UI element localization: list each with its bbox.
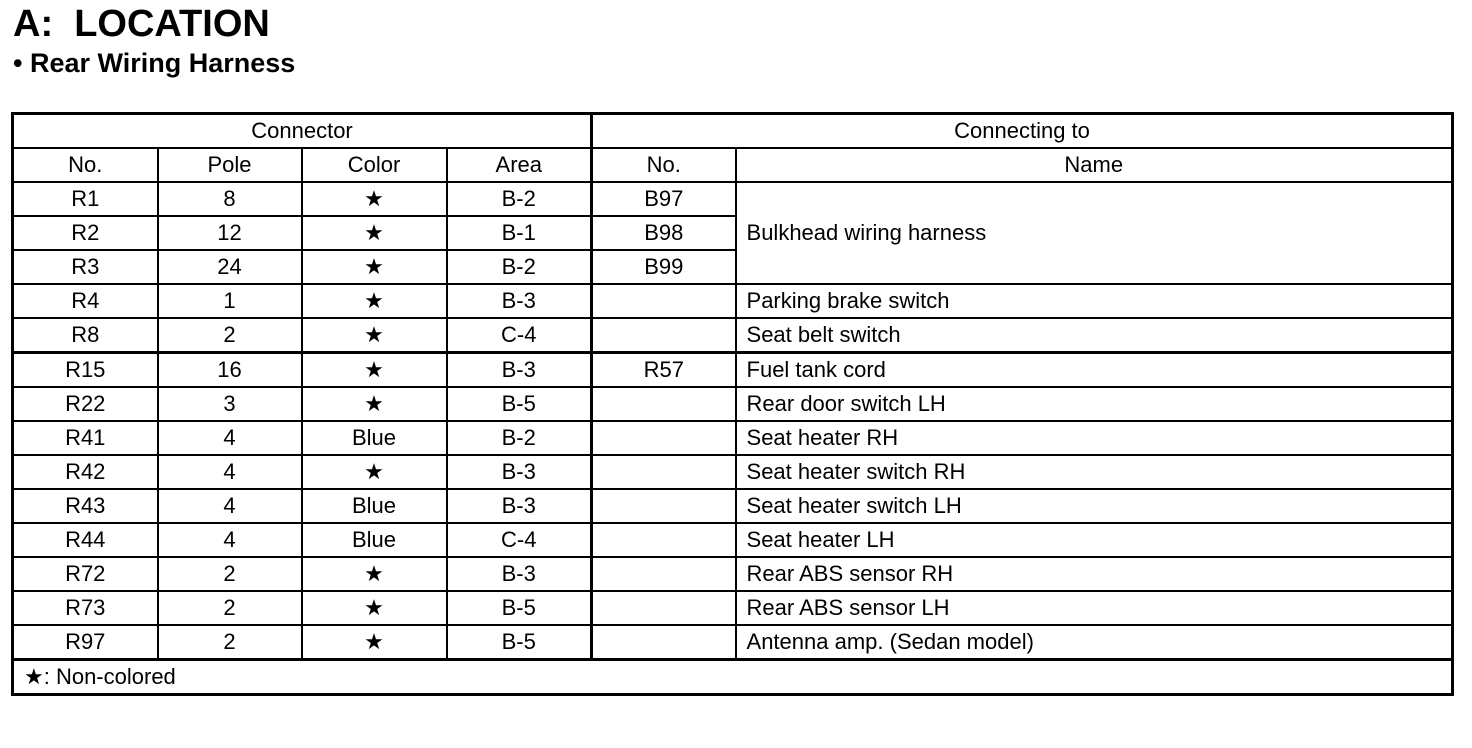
cell-connector-no: R2 [13, 216, 158, 250]
cell-name: Rear ABS sensor LH [736, 591, 1453, 625]
cell-color: ★ [302, 591, 447, 625]
table-row [13, 182, 1453, 216]
cell-area: B-2 [447, 250, 592, 284]
cell-area: B-3 [447, 284, 592, 318]
cell-name: Seat heater switch RH [736, 455, 1453, 489]
table-row [13, 455, 1453, 489]
cell-area: B-3 [447, 557, 592, 591]
cell-pole: 2 [158, 625, 302, 660]
cell-area: B-2 [447, 182, 592, 216]
column-header-pole: Pole [158, 148, 302, 182]
cell-color: Blue [302, 523, 447, 557]
cell-pole: 4 [158, 455, 302, 489]
column-header-area: Area [447, 148, 592, 182]
cell-name: Fuel tank cord [736, 353, 1453, 388]
column-header-no: No. [13, 148, 158, 182]
cell-connecting-no [592, 489, 736, 523]
table-row [13, 284, 1453, 318]
cell-name: Antenna amp. (Sedan model) [736, 625, 1453, 660]
cell-name-merged: Bulkhead wiring harness [736, 182, 1453, 284]
cell-name: Parking brake switch [736, 284, 1453, 318]
group-header-row [13, 114, 1453, 149]
cell-name: Seat heater switch LH [736, 489, 1453, 523]
cell-connector-no: R22 [13, 387, 158, 421]
cell-connector-no: R4 [13, 284, 158, 318]
cell-connector-no: R97 [13, 625, 158, 660]
cell-name: Rear door switch LH [736, 387, 1453, 421]
table-row [13, 557, 1453, 591]
table-row [13, 318, 1453, 353]
cell-area: B-5 [447, 625, 592, 660]
cell-connecting-no [592, 318, 736, 353]
cell-name: Rear ABS sensor RH [736, 557, 1453, 591]
table-row [13, 625, 1453, 660]
cell-pole: 4 [158, 523, 302, 557]
cell-connecting-no [592, 557, 736, 591]
cell-connecting-no [592, 523, 736, 557]
column-header-color: Color [302, 148, 447, 182]
cell-area: B-5 [447, 591, 592, 625]
cell-connector-no: R44 [13, 523, 158, 557]
table-row [13, 421, 1453, 455]
table-row [13, 591, 1453, 625]
cell-connector-no: R3 [13, 250, 158, 284]
cell-pole: 8 [158, 182, 302, 216]
cell-pole: 16 [158, 353, 302, 388]
cell-connecting-no [592, 591, 736, 625]
cell-pole: 12 [158, 216, 302, 250]
cell-connector-no: R72 [13, 557, 158, 591]
cell-pole: 24 [158, 250, 302, 284]
cell-connecting-no: B98 [592, 216, 736, 250]
cell-name: Seat heater LH [736, 523, 1453, 557]
cell-color: ★ [302, 625, 447, 660]
cell-connector-no: R8 [13, 318, 158, 353]
footnote: ★: Non-colored [13, 660, 1453, 695]
cell-color: ★ [302, 318, 447, 353]
group-header-connecting-to: Connecting to [592, 114, 1453, 149]
cell-pole: 4 [158, 489, 302, 523]
table-row [13, 353, 1453, 388]
cell-connecting-no [592, 421, 736, 455]
cell-connector-no: R73 [13, 591, 158, 625]
cell-connecting-no [592, 387, 736, 421]
cell-area: B-3 [447, 455, 592, 489]
page-subtitle: • Rear Wiring Harness [13, 48, 296, 78]
cell-connector-no: R42 [13, 455, 158, 489]
cell-area: B-3 [447, 489, 592, 523]
cell-color: ★ [302, 182, 447, 216]
cell-pole: 2 [158, 557, 302, 591]
cell-connector-no: R1 [13, 182, 158, 216]
cell-connector-no: R43 [13, 489, 158, 523]
cell-name: Seat belt switch [736, 318, 1453, 353]
cell-color: ★ [302, 455, 447, 489]
cell-pole: 4 [158, 421, 302, 455]
column-header-to-no: No. [592, 148, 736, 182]
cell-pole: 2 [158, 318, 302, 353]
cell-connecting-no: R57 [592, 353, 736, 388]
footnote-row [13, 660, 1453, 695]
cell-connector-no: R41 [13, 421, 158, 455]
cell-color: ★ [302, 250, 447, 284]
cell-area: B-3 [447, 353, 592, 388]
cell-area: C-4 [447, 318, 592, 353]
cell-pole: 3 [158, 387, 302, 421]
cell-color: ★ [302, 284, 447, 318]
wiring-table-body [13, 114, 1453, 695]
cell-connecting-no: B97 [592, 182, 736, 216]
cell-color: ★ [302, 557, 447, 591]
column-header-row [13, 148, 1453, 182]
cell-color: ★ [302, 353, 447, 388]
cell-connecting-no [592, 284, 736, 318]
cell-connecting-no: B99 [592, 250, 736, 284]
column-header-name: Name [736, 148, 1453, 182]
wiring-table [11, 112, 1454, 696]
cell-color: ★ [302, 387, 447, 421]
cell-pole: 1 [158, 284, 302, 318]
table-row [13, 523, 1453, 557]
group-header-connector: Connector [13, 114, 592, 149]
cell-pole: 2 [158, 591, 302, 625]
cell-connecting-no [592, 625, 736, 660]
cell-connector-no: R15 [13, 353, 158, 388]
cell-area: C-4 [447, 523, 592, 557]
cell-area: B-1 [447, 216, 592, 250]
cell-color: Blue [302, 421, 447, 455]
table-row [13, 489, 1453, 523]
page-title: A: LOCATION [13, 3, 270, 45]
cell-area: B-2 [447, 421, 592, 455]
cell-color: Blue [302, 489, 447, 523]
cell-connecting-no [592, 455, 736, 489]
cell-name: Seat heater RH [736, 421, 1453, 455]
cell-area: B-5 [447, 387, 592, 421]
table-row [13, 387, 1453, 421]
cell-color: ★ [302, 216, 447, 250]
